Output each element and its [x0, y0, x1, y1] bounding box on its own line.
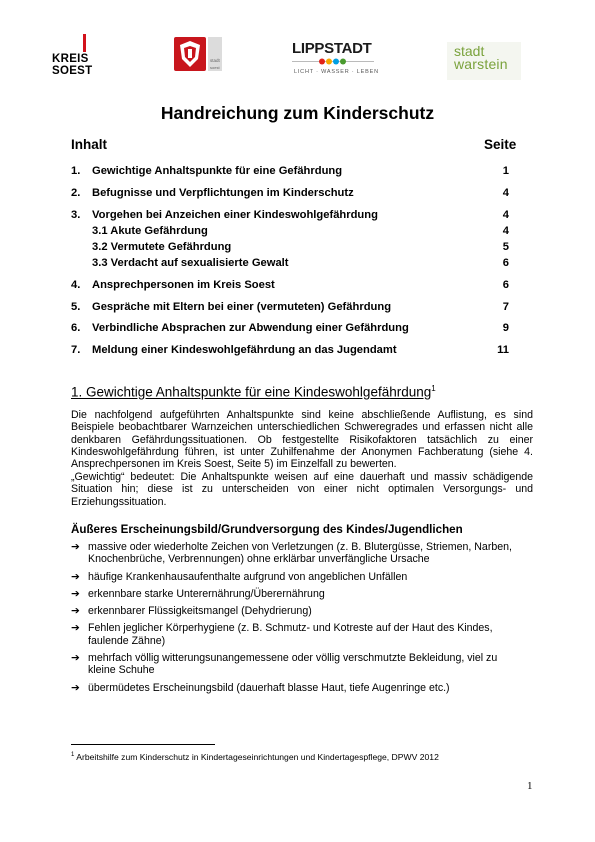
page-number: 1: [527, 780, 533, 792]
list-item-text: faulende Zähne): [88, 634, 166, 647]
toc-entry-page: 4: [502, 225, 509, 237]
lipp-part2: STADT: [324, 40, 372, 57]
subsection-heading: Äußeres Erscheinungsbild/Grundversorgung des Kindes/Jugendlichen: [71, 523, 463, 536]
toc-entry-text: Meldung einer Kindeswohlgefährdung an das Jugendamt: [92, 344, 397, 356]
toc-entry-page: 7: [502, 301, 509, 313]
lippstadt-tagline: LICHT · WASSER · LEBEN: [294, 69, 379, 75]
toc-entry-text: 3.2 Vermutete Gefährdung: [92, 241, 232, 253]
list-item-text: erkennbarer Flüssigkeitsmangel (Dehydrierung): [88, 605, 312, 618]
toc-page-heading: Seite: [484, 137, 517, 152]
toc-entry-5[interactable]: [71, 300, 518, 314]
section-1-heading: [71, 384, 436, 400]
kreis-logo-line1: KREIS: [52, 53, 89, 65]
toc-entry-page: 11: [497, 344, 509, 356]
arrow-right-icon: ➔: [71, 570, 80, 583]
soest-logo-caption2: soest: [210, 65, 220, 70]
toc-entry-page: 6: [502, 279, 509, 291]
footnote-reference[interactable]: 1: [431, 384, 436, 393]
toc-entry-text: Befugnisse und Verpflichtungen im Kinderschutz: [92, 187, 354, 199]
list-item: [71, 682, 533, 694]
toc-entry-number: 6.: [71, 322, 81, 334]
toc-entry-4[interactable]: [71, 278, 518, 292]
list-item: [71, 588, 533, 600]
arrow-right-icon: ➔: [71, 587, 80, 600]
list-item-text: Fehlen jeglicher Körperhygiene (z. B. Schmutz- und Kotreste auf der Haut des Kindes,: [88, 622, 493, 635]
toc-entry-6[interactable]: [71, 321, 518, 335]
toc-entry-7[interactable]: [71, 343, 518, 357]
toc-entry-text: 3.1 Akute Gefährdung: [92, 225, 208, 237]
lippstadt-logo: [292, 40, 379, 80]
toc-entry-2[interactable]: [71, 186, 518, 200]
toc-entry-page: 4: [502, 187, 509, 199]
list-item-text: massive oder wiederholte Zeichen von Verletzungen (z. B. Blutergüsse, Striemen, Narben,: [88, 541, 512, 553]
text-line: Situation hin; diese ist zu unterscheiden von einer nicht optimalen Versorgungs- und: [71, 483, 533, 496]
toc-entry-page: 4: [502, 209, 509, 221]
list-item-text: Knochenbrüche, Verbrennungen) ohne erklärbar unverfängliche Ursache: [88, 553, 430, 566]
arrow-right-icon: ➔: [71, 605, 80, 618]
list-item-text: übermüdetes Erscheinungsbild (dauerhaft blasse Haut, tiefe Augenringe etc.): [88, 681, 450, 694]
list-item: [71, 605, 533, 617]
stadt-warstein-logo: [447, 42, 521, 80]
toc-entry-text: Ansprechpersonen im Kreis Soest: [92, 279, 275, 291]
toc-entry-number: 1.: [71, 165, 81, 177]
stadt-soest-logo: [168, 37, 228, 73]
toc-entry-number: 7.: [71, 344, 81, 356]
text-line: Erziehungssituation.: [71, 495, 167, 508]
list-item-text: mehrfach völlig witterungsunangemessene oder völlig verschmutzte Bekleidung, viel zu: [88, 652, 498, 665]
lippstadt-wordmark: [292, 40, 372, 57]
toc-entry-number: 4.: [71, 279, 81, 291]
toc-entry-3-2[interactable]: [71, 240, 518, 254]
list-item: [71, 652, 533, 677]
toc-entry-page: 9: [502, 322, 509, 334]
text-line: Kindeswohlgefährdung führen, ist unter Zuhilfenahme der Anonymen Fachberatung (siehe 4.: [71, 445, 533, 458]
list-item: [71, 541, 533, 566]
arrow-right-icon: ➔: [71, 622, 80, 635]
kreis-logo-line2: SOEST: [52, 65, 93, 77]
soest-crest-icon: [168, 37, 228, 73]
document-title: Handreichung zum Kinderschutz: [160, 103, 435, 123]
toc-entry-1[interactable]: [71, 164, 518, 178]
warstein-line2: warstein: [454, 56, 508, 72]
kreis-soest-logo: [52, 34, 100, 78]
toc-entry-text: Verbindliche Absprachen zur Abwendung einer Gefährdung: [92, 322, 409, 334]
text-line: Die nachfolgend aufgeführten Anhaltspunkte sind keine abschließende Auflistung, es sind: [71, 409, 533, 421]
toc-entry-page: 6: [502, 257, 509, 269]
list-item-text: häufige Krankenhausaufenthalte aufgrund von angeblichen Unfällen: [88, 570, 408, 583]
toc-entry-text: 3.3 Verdacht auf sexualisierte Gewalt: [92, 257, 289, 269]
list-item: [71, 571, 533, 583]
kreis-logo-bar: [83, 34, 86, 52]
toc-entry-3-1[interactable]: [71, 224, 518, 238]
soest-logo-caption: stadt: [210, 58, 220, 63]
text-line: Ansprechpersonen im Kreis Soest, Seite 5) im Einzelfall zu bewerten.: [71, 458, 397, 471]
text-line: Beispiele beobachtbarer Warnzeichen unterschiedlichen Schweregrades und erfassen nicht alle: [71, 421, 533, 434]
lippstadt-color-dots-icon: [292, 58, 374, 66]
toc-entry-text: Gewichtige Anhaltspunkte für eine Gefährdung: [92, 165, 343, 177]
footnote-divider: [71, 744, 215, 745]
list-item-text: erkennbare starke Unterernährung/Überernährung: [88, 587, 325, 600]
toc-entry-number: 2.: [71, 187, 81, 199]
section-1-paragraph-1: [71, 409, 533, 470]
footnote-mark: 1: [71, 752, 75, 759]
indicator-list: [71, 541, 533, 699]
text-line: „Gewichtig“ bedeutet: Die Anhaltspunkte weisen auf eine dauerhaft und massiv schädigende: [71, 471, 533, 483]
footnote-text: Arbeitshilfe zum Kinderschutz in Kindertageseinrichtungen und Kindertagespflege, DPWV 2012: [76, 752, 439, 762]
lipp-part1: LIPP: [292, 40, 325, 57]
text-line: denkbaren Gefährdungssituationen. Ob festgestellte Risikofaktoren tatsächlich zu einer: [71, 433, 533, 446]
section-1-paragraph-2: [71, 471, 533, 508]
arrow-right-icon: ➔: [71, 681, 80, 694]
toc-entry-page: 1: [502, 165, 509, 177]
toc-entry-number: 3.: [71, 209, 81, 221]
toc-entry-text: Vorgehen bei Anzeichen einer Kindeswohlgefährdung: [92, 209, 378, 221]
arrow-right-icon: ➔: [71, 652, 80, 665]
list-item-text: kleine Schuhe: [88, 664, 155, 677]
toc-entry-3[interactable]: [71, 208, 518, 222]
arrow-right-icon: ➔: [71, 541, 80, 553]
toc-entry-page: 5: [502, 241, 509, 253]
toc-heading: Inhalt: [71, 137, 107, 152]
toc-entry-3-3[interactable]: [71, 256, 518, 270]
toc-entry-number: 5.: [71, 301, 81, 313]
section-1-heading-text: 1. Gewichtige Anhaltspunkte für eine Kindeswohlgefährdung: [71, 384, 432, 400]
list-item: [71, 622, 533, 647]
toc-entry-text: Gespräche mit Eltern bei einer (vermuteten) Gefährdung: [92, 301, 392, 313]
footnote: [71, 752, 439, 762]
warstein-line1: stadt: [454, 43, 485, 59]
